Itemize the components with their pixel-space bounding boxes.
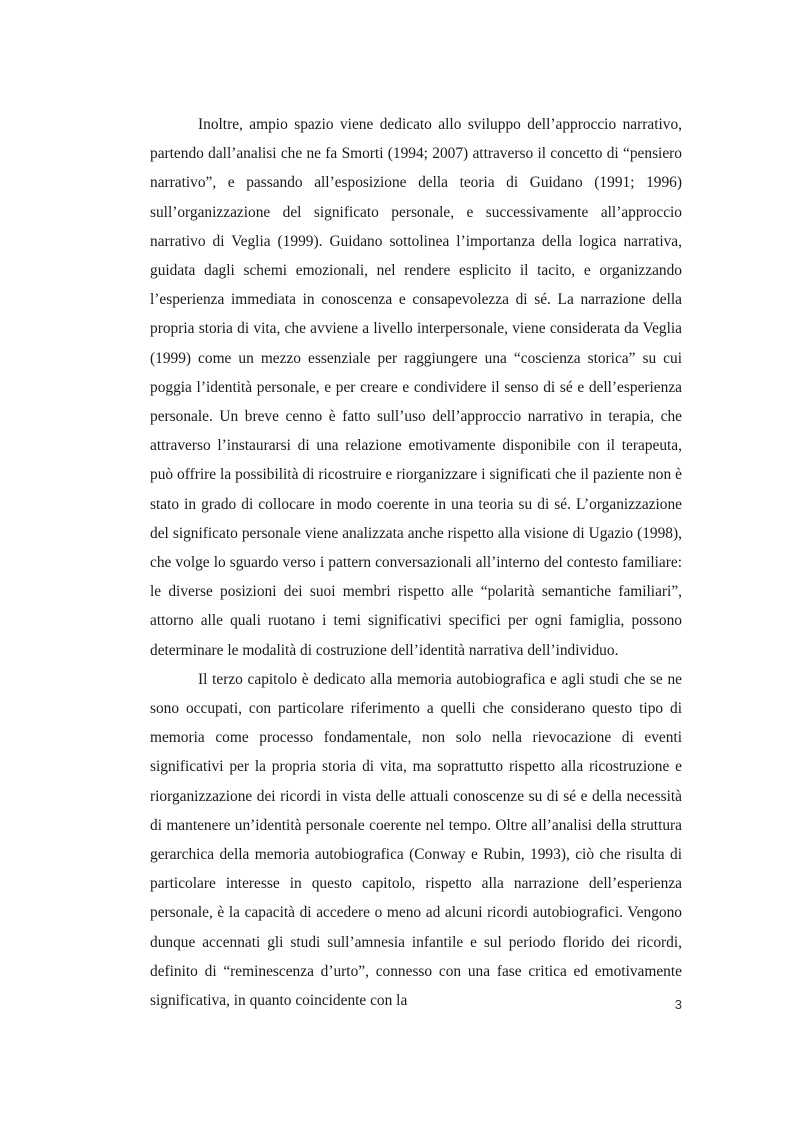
text-line: logica narrativa, guidata dagli schemi emozionali, nel rendere esplicito il tacito, e <box>150 232 682 280</box>
text-line: suoi membri rispetto alle “polarità semantiche familiari”, attorno alle quali <box>150 583 682 630</box>
text-line: analizzata anche rispetto alla visione di Ugazio (1998), che volge lo sguardo verso <box>150 524 682 572</box>
text-line: necessità di mantenere un’identità personale coerente nel tempo. Oltre all’analisi <box>150 787 682 834</box>
body-text <box>150 110 682 1015</box>
paragraph <box>150 665 682 1015</box>
text-line: partendo dall’analisi che ne fa Smorti (1994; 2007) attraverso il concetto di <box>150 145 619 163</box>
text-line: modalità di costruzione dell’identità narrativa dell’individuo. <box>242 641 619 659</box>
text-line: autobiografici. Vengono dunque accennati gli studi sull’amnesia infantile e sul <box>150 904 682 951</box>
paragraph <box>150 110 682 665</box>
text-line: Il terzo capitolo è dedicato alla memoria autobiografica e agli studi che se <box>198 670 663 688</box>
text-line: “pensiero narrativo”, e passando all’esposizione della teoria di Guidano (1991; <box>150 145 682 192</box>
text-line: ne sono occupati, con particolare riferimento a quelli che considerano questo tipo <box>150 670 683 718</box>
text-line: fase critica ed emotivamente significativa, in quanto coincidente con la <box>150 962 682 1010</box>
text-line: considerata da Veglia (1999) come un mezzo essenziale per raggiungere una <box>150 320 682 367</box>
text-line: coerente in una teoria su di sé. L’organizzazione del significato personale viene <box>150 495 682 542</box>
page-number: 3 <box>674 997 682 1012</box>
text-line: di memoria come processo fondamentale, non solo nella rievocazione di eventi <box>150 700 683 747</box>
text-line: riorganizzare i significati che il paziente non è stato in grado di collocare in modo <box>150 466 682 513</box>
text-line: senso di sé e dell’esperienza personale. Un breve cenno è fatto sull’uso <box>150 378 682 426</box>
text-line: dell’esperienza personale, è la capacità di accedere o meno ad alcuni ricordi <box>150 875 682 922</box>
text-line: Inoltre, ampio spazio viene dedicato allo sviluppo dell’approccio narrativo, <box>198 116 682 133</box>
text-line: periodo florido dei ricordi, definito di “reminescenza d’urto”, connesso con una <box>150 933 682 980</box>
text-line: della struttura gerarchica della memoria autobiografica (Conway e Rubin, 1993), <box>150 816 682 864</box>
text-line: ruotano i temi significativi specifici per ogni famiglia, possono determinare le <box>150 612 682 659</box>
text-line: i pattern conversazionali all’interno del contesto familiare: le diverse posizioni dei <box>150 554 682 601</box>
text-line: dell’approccio narrativo in terapia, che attraverso l’instaurarsi di una relazione <box>150 408 682 455</box>
text-line: “coscienza storica” su cui poggia l’identità personale, e per creare e condividere il <box>150 349 682 396</box>
text-line: riorganizzazione dei ricordi in vista delle attuali conoscenze su di sé e della <box>150 787 622 805</box>
text-line: narrazione della propria storia di vita, che avviene a livello interpersonale, viene <box>150 291 682 338</box>
text-line: emotivamente disponibile con il terapeuta, può offrire la possibilità di ricostruire e <box>150 437 682 484</box>
text-line: 1996) sull’organizzazione del significato personale, e successivamente <box>150 174 682 221</box>
text-line: significativi per la propria storia di vita, ma soprattutto rispetto alla ricostruzione e <box>150 758 682 776</box>
text-line: all’approccio narrativo di Veglia (1999). Guidano sottolinea l’importanza della <box>150 203 682 250</box>
text-line: ciò che risulta di particolare interesse in questo capitolo, rispetto alla narrazione <box>150 846 682 893</box>
text-line: organizzando l’esperienza immediata in conoscenza e consapevolezza di sé. La <box>150 262 682 309</box>
